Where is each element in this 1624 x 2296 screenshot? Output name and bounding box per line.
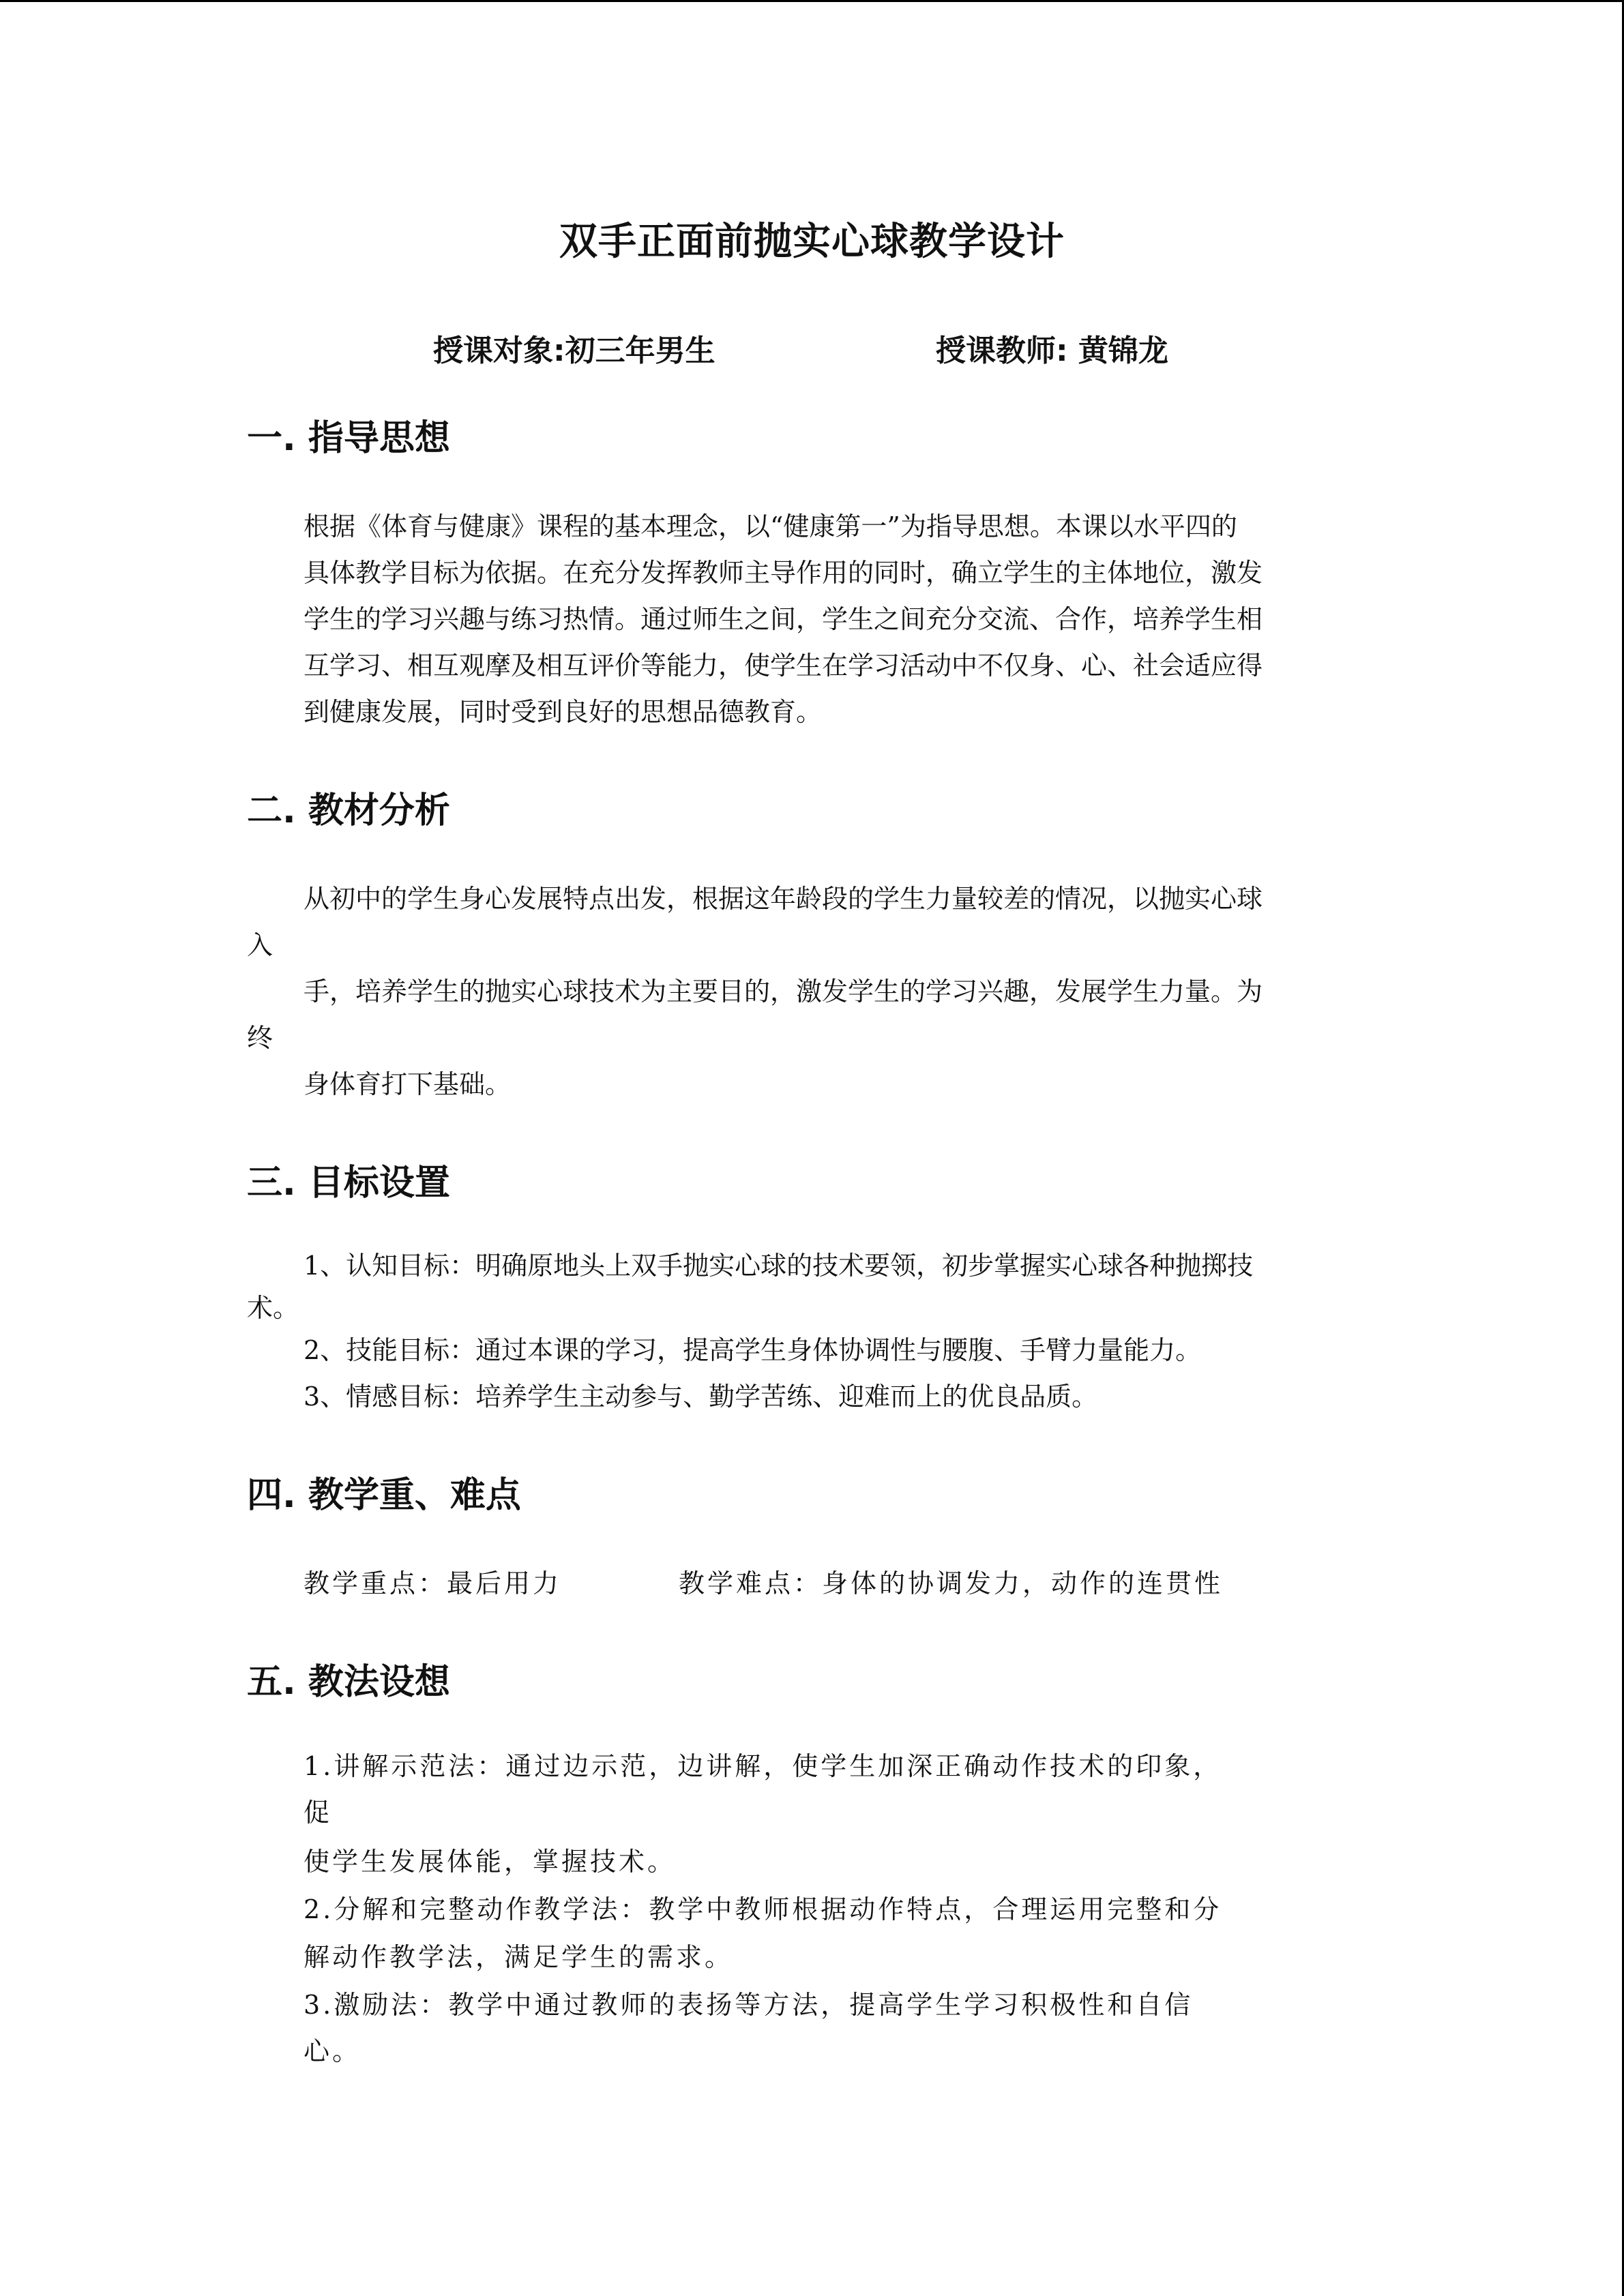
difficulty-text: 教学难点：身体的协调发力，动作的连贯性 xyxy=(679,1568,1224,1598)
goal-line: 1、认知目标：明确原地头上双手抛实心球的技术要领，初步掌握实心球各种抛掷技 xyxy=(304,1251,1254,1281)
method-line: 1.讲解示范法：通过边示范，边讲解，使学生加深正确动作技术的印象， xyxy=(304,1751,1222,1781)
method-line: 解动作教学法，满足学生的需求。 xyxy=(304,1942,734,1972)
paragraph-line: 互学习、相互观摩及相互评价等能力，使学生在学习活动中不仅身、心、社会适应得 xyxy=(304,651,1263,681)
paragraph-line: 手，培养学生的抛实心球技术为主要目的，激发学生的学习兴趣，发展学生力量。为 xyxy=(304,976,1263,1007)
goal-line: 3、情感目标：培养学生主动参与、勤学苦练、迎难而上的优良品质。 xyxy=(304,1382,1098,1412)
paragraph-line: 具体教学目标为依据。在充分发挥教师主导作用的同时，确立学生的主体地位，激发 xyxy=(304,558,1263,588)
page-top-border xyxy=(0,0,1624,2)
method-line: 3.激励法：教学中通过教师的表扬等方法，提高学生学习积极性和自信 xyxy=(304,1990,1194,2020)
method-line: 使学生发展体能，掌握技术。 xyxy=(304,1847,677,1877)
method-line: 心。 xyxy=(304,2036,361,2066)
section-heading-goal-setting: 三. 目标设置 xyxy=(247,1163,450,1204)
paragraph-line: 学生的学习兴趣与练习热情。通过师生之间，学生之间充分交流、合作，培养学生相 xyxy=(304,604,1263,634)
paragraph-line: 终 xyxy=(247,1023,274,1053)
section-heading-guiding-idea: 一. 指导思想 xyxy=(247,418,450,459)
paragraph-line: 到健康发展，同时受到良好的思想品德教育。 xyxy=(304,697,823,727)
paragraph-line: 身体育打下基础。 xyxy=(304,1069,512,1099)
goal-line: 术。 xyxy=(247,1293,299,1323)
method-line: 2.分解和完整动作教学法：教学中教师根据动作特点，合理运用完整和分 xyxy=(304,1894,1222,1924)
section-heading-material-analysis: 二. 教材分析 xyxy=(247,790,450,831)
paragraph-line: 根据《体育与健康》课程的基本理念，以“健康第一”为指导思想。本课以水平四的 xyxy=(304,511,1237,541)
document-title: 双手正面前抛实心球教学设计 xyxy=(559,220,1065,264)
section-heading-key-difficult-points: 四. 教学重、难点 xyxy=(247,1475,521,1516)
goal-line: 2、技能目标：通过本课的学习，提高学生身体协调性与腰腹、手臂力量能力。 xyxy=(304,1335,1202,1365)
section-heading-teaching-methods: 五. 教法设想 xyxy=(247,1662,450,1703)
method-line: 促 xyxy=(304,1798,333,1828)
paragraph-line: 从初中的学生身心发展特点出发，根据这年龄段的学生力量较差的情况，以抛实心球 xyxy=(304,884,1263,914)
teacher-label: 授课教师: 黄锦龙 xyxy=(936,333,1168,368)
paragraph-line: 入 xyxy=(247,930,274,960)
subject-label: 授课对象:初三年男生 xyxy=(433,333,715,368)
key-point-text: 教学重点：最后用力 xyxy=(304,1568,562,1598)
